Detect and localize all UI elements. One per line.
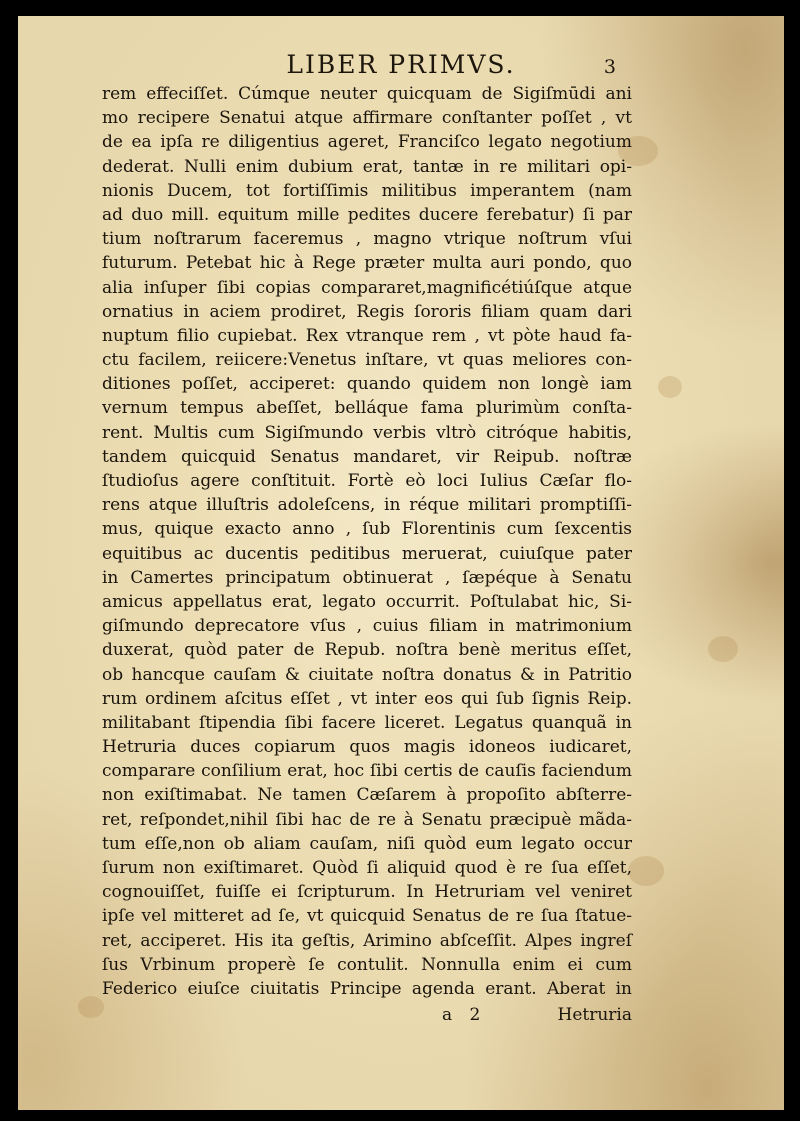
text-line: alia inſuper ſibi copias compararet,magnificétiúſque atque — [102, 277, 632, 298]
page-number: 3 — [603, 56, 616, 78]
text-line: vernum tempus abeſſet, belláque fama plurimùm conſta- — [102, 398, 632, 419]
foxing-stain — [78, 996, 104, 1018]
text-line: ret, acciperet. His ita geſtis, Arimino abſceſſit. Alpes ingreſ — [102, 930, 632, 951]
text-line: de ea ipſa re diligentius ageret, Franciſco legato negotium — [102, 132, 632, 153]
text-line: rens atque illuſtris adoleſcens, in réque militari promptiſſi- — [102, 495, 632, 516]
text-line: ſus Vrbinum properè ſe contulit. Nonnulla enim ei cum — [102, 954, 632, 975]
text-line: ornatius in aciem prodiret, Regis ſororis filiam quam dari — [102, 301, 632, 322]
text-line: rem effeciſſet. Cúmque neuter quicquam de Sigiſmūdi ani — [102, 84, 632, 104]
text-line: ſurum non exiſtimaret. Quòd ſi aliquid quod è re ſua eſſet, — [102, 858, 632, 878]
text-line: rum ordinem aſcitus eſſet , vt inter eos qui ſub ſignis Reip. — [102, 688, 632, 709]
signature-mark: a 2 — [442, 1005, 487, 1025]
text-line: nuptum filio cupiebat. Rex vtranque rem , vt pòte haud fa- — [102, 325, 632, 346]
text-line: tandem quicquid Senatus mandaret, vir Reipub. noſtræ — [102, 446, 632, 467]
text-line: dederat. Nulli enim dubium erat, tantæ in re militari opi- — [102, 156, 632, 177]
text-line: mo recipere Senatui atque affirmare conſtanter poſſet , vt — [102, 108, 632, 129]
text-line: rent. Multis cum Sigiſmundo verbis vltrò citróque habitis, — [102, 422, 632, 443]
text-line: amicus appellatus erat, legato occurrit. Poſtulabat hic, Si- — [102, 591, 632, 612]
text-line: tum eſſe,non ob aliam cauſam, niſi quòd eum legato occur — [102, 833, 632, 854]
catchword: Hetruria — [557, 1005, 632, 1025]
text-line: ipſe vel mitteret ad ſe, vt quicquid Senatus de re ſua ſtatue- — [102, 906, 632, 927]
text-line: non exiſtimabat. Ne tamen Cæſarem à propoſito abſterre- — [102, 785, 632, 806]
text-line: nionis Ducem, tot fortiſſimis militibus imperantem (nam — [102, 180, 632, 201]
text-line: tium noſtrarum faceremus , magno vtrique noſtrum vſui — [102, 229, 632, 250]
foxing-stain — [658, 376, 682, 398]
text-line: comparare conſilium erat, hoc ſibi certis de cauſis faciendum — [102, 761, 632, 782]
footer-row — [102, 1005, 632, 1029]
foxing-stain — [628, 856, 664, 886]
text-line: equitibus ac ducentis peditibus meruerat, cuiuſque pater — [102, 543, 632, 564]
text-line: Federico eiuſce ciuitatis Principe agenda erant. Aberat in — [102, 978, 632, 999]
text-line: ctu facilem, reiicere:Venetus inſtare, vt quas meliores con- — [102, 350, 632, 371]
text-line: in Camertes principatum obtinuerat , ſæpéque à Senatu — [102, 567, 632, 588]
body-text — [102, 82, 632, 1001]
text-line: Hetruria duces copiarum quos magis idoneos iudicaret, — [102, 737, 632, 758]
text-line: mus, quique exacto anno , ſub Florentinis cum ſexcentis — [102, 519, 632, 540]
text-line: ditiones poſſet, acciperet: quando quidem non longè iam — [102, 374, 632, 395]
text-line: ob hancque cauſam & ciuitate noſtra donatus & in Patritio — [102, 664, 632, 685]
text-line: duxerat, quòd pater de Repub. noſtra benè meritus eſſet, — [102, 640, 632, 661]
text-line: cognouiſſet, fuiſſe ei ſcripturum. In Hetruriam vel veniret — [102, 882, 632, 903]
book-page — [18, 16, 784, 1110]
text-line: ſtudioſus agere conſtituit. Fortè eò loci Iulius Cæſar flo- — [102, 471, 632, 491]
text-line: ret, reſpondet,nihil ſibi hac de re à Senatu præcipuè mãda- — [102, 809, 632, 830]
text-line: ad duo mill. equitum mille pedites ducere ferebatur) ſi par — [102, 204, 632, 225]
running-head: LIBER PRIMVS. — [286, 50, 516, 79]
text-line: militabant ſtipendia ſibi facere liceret. Legatus quanquã in — [102, 712, 632, 733]
foxing-stain — [708, 636, 738, 662]
text-line: giſmundo deprecatore vſus , cuius filiam in matrimonium — [102, 616, 632, 637]
text-line: futurum. Petebat hic à Rege præter multa auri pondo, quo — [102, 253, 632, 274]
